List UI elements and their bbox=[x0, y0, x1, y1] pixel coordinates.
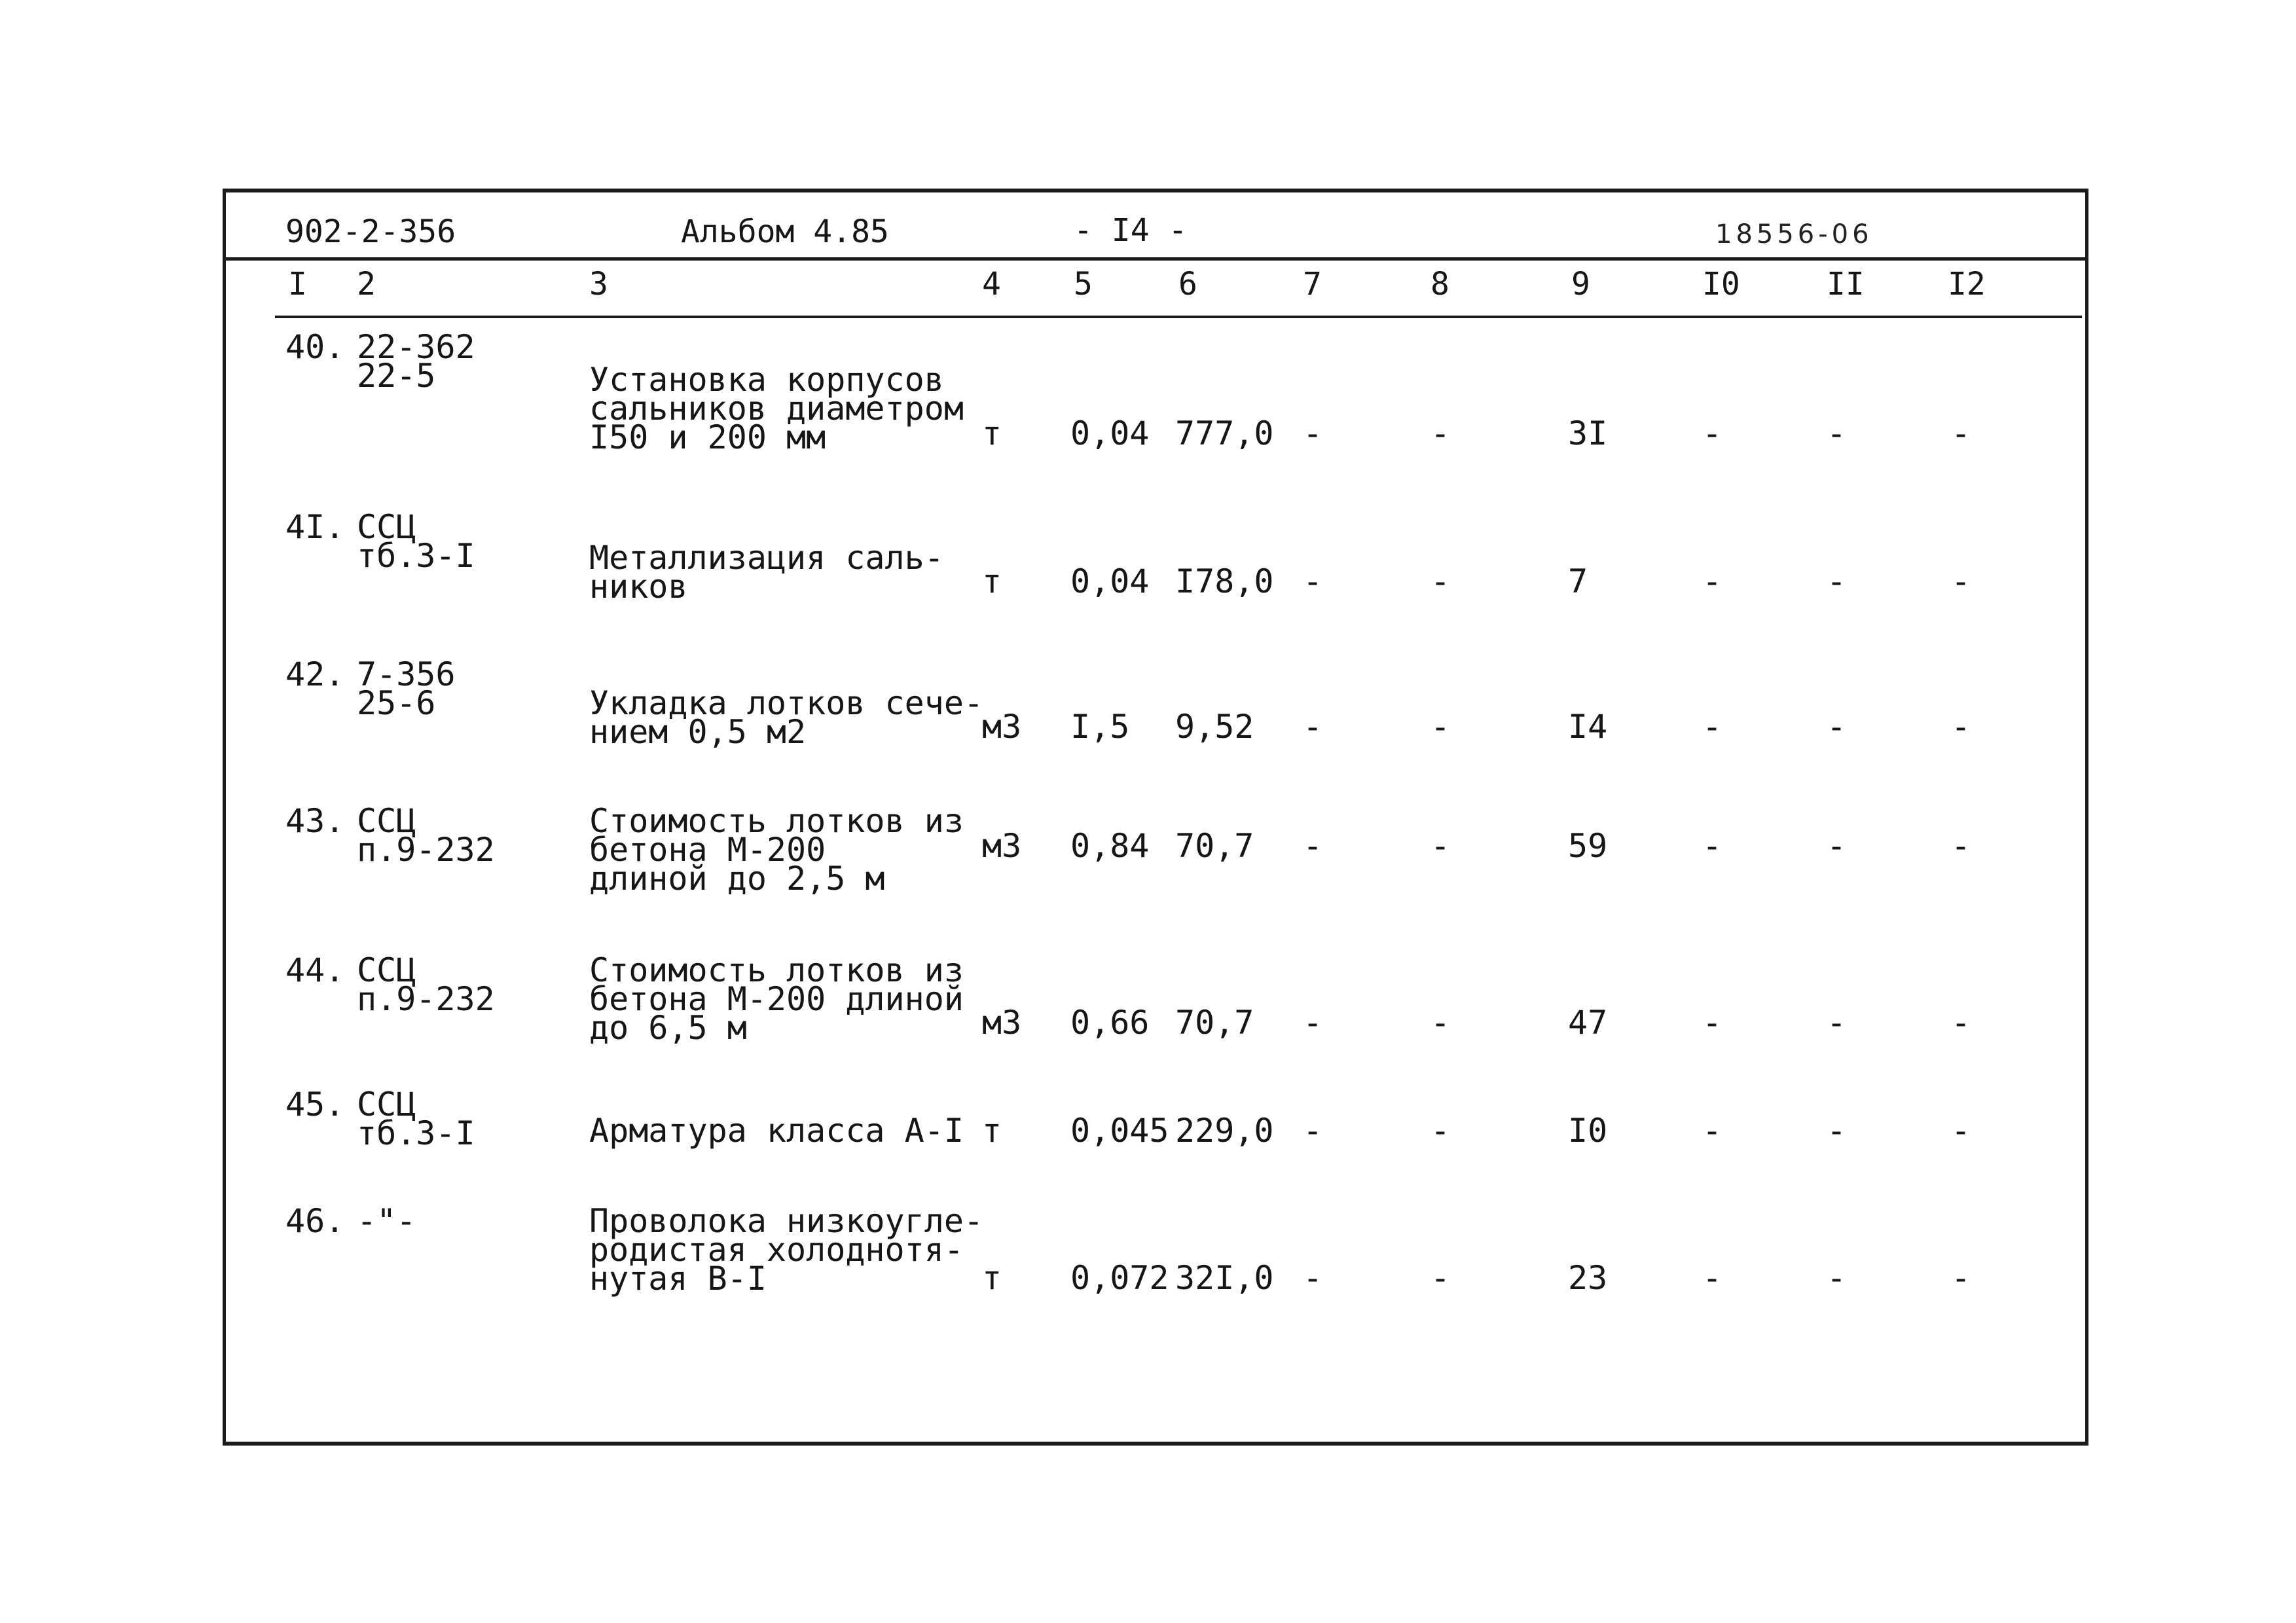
col9-cell: I0 bbox=[1568, 1112, 1608, 1150]
col10-cell: - bbox=[1702, 708, 1722, 746]
col9-cell: 47 bbox=[1568, 1004, 1608, 1042]
description-line: Стоимость лотков из bbox=[589, 951, 964, 989]
col9-cell: 23 bbox=[1568, 1259, 1608, 1297]
col12-cell: - bbox=[1951, 827, 1971, 865]
description-line: до 6,5 м bbox=[589, 1009, 747, 1047]
reference-line: 22-362 bbox=[357, 328, 475, 366]
column-header-8: 8 bbox=[1430, 266, 1449, 302]
description-line: I50 и 200 мм bbox=[589, 418, 826, 456]
reference-line: ССЦ bbox=[357, 951, 416, 989]
description-line: нием 0,5 м2 bbox=[589, 713, 807, 751]
unit-price-cell: 9,52 bbox=[1175, 708, 1254, 746]
col11-cell: - bbox=[1827, 414, 1847, 452]
unit-cell: т bbox=[982, 414, 1002, 452]
col10-cell: - bbox=[1702, 414, 1722, 452]
col7-cell: - bbox=[1303, 414, 1323, 452]
col12-cell: - bbox=[1951, 1259, 1971, 1297]
description-line: Стоимость лотков из bbox=[589, 802, 964, 840]
row-number: 45. bbox=[285, 1085, 345, 1123]
unit-price-cell: I78,0 bbox=[1175, 562, 1274, 600]
description-line: бетона М-200 длиной bbox=[589, 980, 964, 1018]
col11-cell: - bbox=[1827, 827, 1847, 865]
col10-cell: - bbox=[1702, 1004, 1722, 1042]
reference-line: п.9-232 bbox=[357, 980, 495, 1018]
col7-cell: - bbox=[1303, 562, 1323, 600]
unit-cell: м3 bbox=[982, 1004, 1022, 1042]
description-line: Установка корпусов bbox=[589, 361, 944, 399]
column-header-10: I0 bbox=[1702, 266, 1740, 302]
col8-cell: - bbox=[1430, 1259, 1451, 1297]
project-code: 902-2-356 bbox=[285, 213, 456, 250]
col7-cell: - bbox=[1303, 1259, 1323, 1297]
row-number: 46. bbox=[285, 1202, 345, 1240]
description-line: сальников диаметром bbox=[589, 390, 964, 428]
reference-line: 7-356 bbox=[357, 655, 456, 693]
unit-cell: т bbox=[982, 562, 1002, 600]
col7-cell: - bbox=[1303, 827, 1323, 865]
description-line: нутая В-I bbox=[589, 1260, 767, 1298]
reference-line: п.9-232 bbox=[357, 831, 495, 869]
unit-cell: м3 bbox=[982, 827, 1022, 865]
column-header-3: 3 bbox=[589, 266, 608, 302]
col12-cell: - bbox=[1951, 414, 1971, 452]
column-header-11: II bbox=[1827, 266, 1865, 302]
unit-cell: м3 bbox=[982, 708, 1022, 746]
description-line: ников bbox=[589, 568, 688, 606]
reference-line: тб.3-I bbox=[357, 537, 475, 575]
col12-cell: - bbox=[1951, 1112, 1971, 1150]
col12-cell: - bbox=[1951, 562, 1971, 600]
row-number: 4I. bbox=[285, 508, 345, 546]
unit-price-cell: 777,0 bbox=[1175, 414, 1274, 452]
col7-cell: - bbox=[1303, 1112, 1323, 1150]
reference-line: ССЦ bbox=[357, 802, 416, 840]
col8-cell: - bbox=[1430, 414, 1451, 452]
unit-price-cell: 70,7 bbox=[1175, 1004, 1254, 1042]
column-header-12: I2 bbox=[1948, 266, 1986, 302]
description-line: длиной до 2,5 м bbox=[589, 860, 885, 898]
col7-cell: - bbox=[1303, 1004, 1323, 1042]
quantity-cell: 0,04 bbox=[1070, 562, 1150, 600]
col11-cell: - bbox=[1827, 1259, 1847, 1297]
col9-cell: I4 bbox=[1568, 708, 1608, 746]
col12-cell: - bbox=[1951, 708, 1971, 746]
col8-cell: - bbox=[1430, 562, 1451, 600]
quantity-cell: 0,84 bbox=[1070, 827, 1150, 865]
column-header-1: I bbox=[288, 266, 307, 302]
description-line: Металлизация саль- bbox=[589, 539, 944, 577]
col11-cell: - bbox=[1827, 708, 1847, 746]
col8-cell: - bbox=[1430, 1004, 1451, 1042]
column-header-underline bbox=[275, 316, 2082, 318]
row-number: 44. bbox=[285, 951, 345, 989]
description-line: Арматура класса А-I bbox=[589, 1112, 964, 1150]
col10-cell: - bbox=[1702, 1112, 1722, 1150]
column-header-4: 4 bbox=[982, 266, 1001, 302]
description-line: родистая холоднотя- bbox=[589, 1231, 964, 1269]
quantity-cell: 0,072 bbox=[1070, 1259, 1169, 1297]
col11-cell: - bbox=[1827, 562, 1847, 600]
document-frame bbox=[223, 189, 2088, 1446]
unit-price-cell: 229,0 bbox=[1175, 1112, 1274, 1150]
reference-line: 22-5 bbox=[357, 357, 436, 395]
unit-price-cell: 70,7 bbox=[1175, 827, 1254, 865]
album-title: Альбом 4.85 bbox=[681, 213, 889, 250]
col12-cell: - bbox=[1951, 1004, 1971, 1042]
col7-cell: - bbox=[1303, 708, 1323, 746]
description-line: Укладка лотков сече- bbox=[589, 684, 984, 722]
reference-line: -"- bbox=[357, 1202, 416, 1240]
col8-cell: - bbox=[1430, 708, 1451, 746]
column-header-2: 2 bbox=[357, 266, 376, 302]
reference-line: ССЦ bbox=[357, 1085, 416, 1123]
col9-cell: 3I bbox=[1568, 414, 1608, 452]
reference-line: ССЦ bbox=[357, 508, 416, 546]
column-header-6: 6 bbox=[1178, 266, 1197, 302]
quantity-cell: 0,04 bbox=[1070, 414, 1150, 452]
row-number: 43. bbox=[285, 802, 345, 840]
col9-cell: 59 bbox=[1568, 827, 1608, 865]
row-number: 42. bbox=[285, 655, 345, 693]
reference-line: тб.3-I bbox=[357, 1114, 475, 1152]
col10-cell: - bbox=[1702, 827, 1722, 865]
page-number: - I4 - bbox=[1074, 212, 1188, 249]
quantity-cell: 0,045 bbox=[1070, 1112, 1169, 1150]
quantity-cell: 0,66 bbox=[1070, 1004, 1150, 1042]
stamp-number: 18556-06 bbox=[1715, 219, 1873, 249]
description-line: бетона М-200 bbox=[589, 831, 826, 869]
col9-cell: 7 bbox=[1568, 562, 1588, 600]
column-header-9: 9 bbox=[1571, 266, 1590, 302]
description-line: Проволока низкоугле- bbox=[589, 1202, 984, 1240]
col10-cell: - bbox=[1702, 562, 1722, 600]
row-number: 40. bbox=[285, 328, 345, 366]
col11-cell: - bbox=[1827, 1112, 1847, 1150]
unit-price-cell: 32I,0 bbox=[1175, 1259, 1274, 1297]
column-header-5: 5 bbox=[1074, 266, 1093, 302]
column-header-7: 7 bbox=[1303, 266, 1322, 302]
col11-cell: - bbox=[1827, 1004, 1847, 1042]
col8-cell: - bbox=[1430, 827, 1451, 865]
reference-line: 25-6 bbox=[357, 684, 436, 722]
col10-cell: - bbox=[1702, 1259, 1722, 1297]
unit-cell: т bbox=[982, 1259, 1002, 1297]
unit-cell: т bbox=[982, 1112, 1002, 1150]
header-separator-line bbox=[226, 257, 2085, 261]
col8-cell: - bbox=[1430, 1112, 1451, 1150]
quantity-cell: I,5 bbox=[1070, 708, 1130, 746]
